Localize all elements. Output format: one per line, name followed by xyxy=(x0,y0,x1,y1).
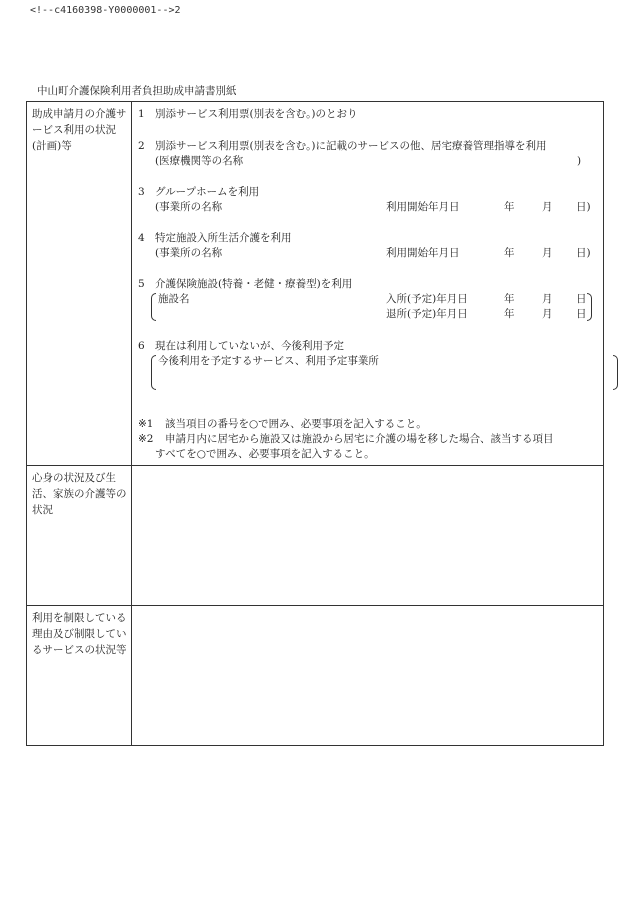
item-6-sub-label: 今後利用を予定するサービス、利用予定事業所 xyxy=(158,355,379,367)
row-label-condition: 心身の状況及び生活、家族の介護等の状況 xyxy=(27,466,132,606)
item-5-right-bracket xyxy=(587,293,592,321)
item-5-out-year: 年 xyxy=(504,308,515,320)
item-3-month: 月 xyxy=(542,201,553,213)
item-3-text: グループホームを利用 xyxy=(155,186,260,198)
item-5-in-month: 月 xyxy=(542,293,553,305)
row-label-restriction: 利用を制限している理由及び制限しているサービスの状況等 xyxy=(27,606,132,746)
item-5-left-bracket xyxy=(151,293,156,321)
item-4-date-label: 利用開始年月日 xyxy=(386,247,460,259)
item-4-number: 4 xyxy=(138,232,145,244)
usage-content xyxy=(132,102,604,466)
condition-input-area[interactable] xyxy=(132,466,604,606)
note-2-mark: ※2 xyxy=(138,433,154,445)
note-2-text-cont: すべてを○で囲み、必要事項を記入すること。 xyxy=(155,448,375,460)
item-4-text: 特定施設入所生活介護を利用 xyxy=(155,232,292,244)
table-row-condition xyxy=(27,466,604,606)
item-5-text: 介護保険施設(特養・老健・療養型)を利用 xyxy=(155,278,353,290)
item-1-number: 1 xyxy=(138,108,145,120)
item-5-facility-label: 施設名 xyxy=(158,293,190,305)
note-1-mark: ※1 xyxy=(138,418,154,430)
item-3-number: 3 xyxy=(138,186,145,198)
item-4-day: 日) xyxy=(576,247,591,259)
form-title: 中山町介護保険利用者負担助成申請書別紙 xyxy=(37,85,237,97)
item-3-day: 日) xyxy=(576,201,591,213)
item-6-number: 6 xyxy=(138,340,145,352)
item-2-text: 別添サービス利用票(別表を含む。)に記載のサービスの他、居宅療養管理指導を利用 xyxy=(155,140,547,152)
item-2-close-paren: ) xyxy=(577,155,582,167)
item-5-out-month: 月 xyxy=(542,308,553,320)
item-5-in-year: 年 xyxy=(504,293,515,305)
table-row-usage xyxy=(27,102,604,466)
item-5-out-label: 退所(予定)年月日 xyxy=(386,308,468,320)
item-6-right-bracket xyxy=(613,355,618,390)
item-4-office-label: (事業所の名称 xyxy=(155,247,223,259)
item-5-number: 5 xyxy=(138,278,145,290)
item-4-year: 年 xyxy=(504,247,515,259)
item-3-office-label: (事業所の名称 xyxy=(155,201,223,213)
item-5-in-day: 日 xyxy=(576,293,587,305)
item-5-in-label: 入所(予定)年月日 xyxy=(386,293,468,305)
item-3-year: 年 xyxy=(504,201,515,213)
table-row-restriction xyxy=(27,606,604,746)
item-6-left-bracket xyxy=(151,355,156,390)
application-form-table xyxy=(26,101,604,746)
restriction-input-area[interactable] xyxy=(132,606,604,746)
note-2-text: 申請月内に居宅から施設又は施設から居宅に介護の場を移した場合、該当する項目 xyxy=(165,433,554,445)
item-3-date-label: 利用開始年月日 xyxy=(386,201,460,213)
item-1-text: 別添サービス利用票(別表を含む。)のとおり xyxy=(155,108,358,120)
note-1-text: 該当項目の番号を○で囲み、必要事項を記入すること。 xyxy=(165,418,427,430)
item-4-month: 月 xyxy=(542,247,553,259)
row-label-usage: 助成申請月の介護サービス利用の状況(計画)等 xyxy=(27,102,132,466)
header-comment: <!--c4160398-Y0000001-->2 xyxy=(30,5,181,16)
item-5-out-day: 日 xyxy=(576,308,587,320)
item-2-institution-label: (医療機関等の名称 xyxy=(155,155,244,167)
item-6-text: 現在は利用していないが、今後利用予定 xyxy=(155,340,344,352)
item-2-number: 2 xyxy=(138,140,145,152)
